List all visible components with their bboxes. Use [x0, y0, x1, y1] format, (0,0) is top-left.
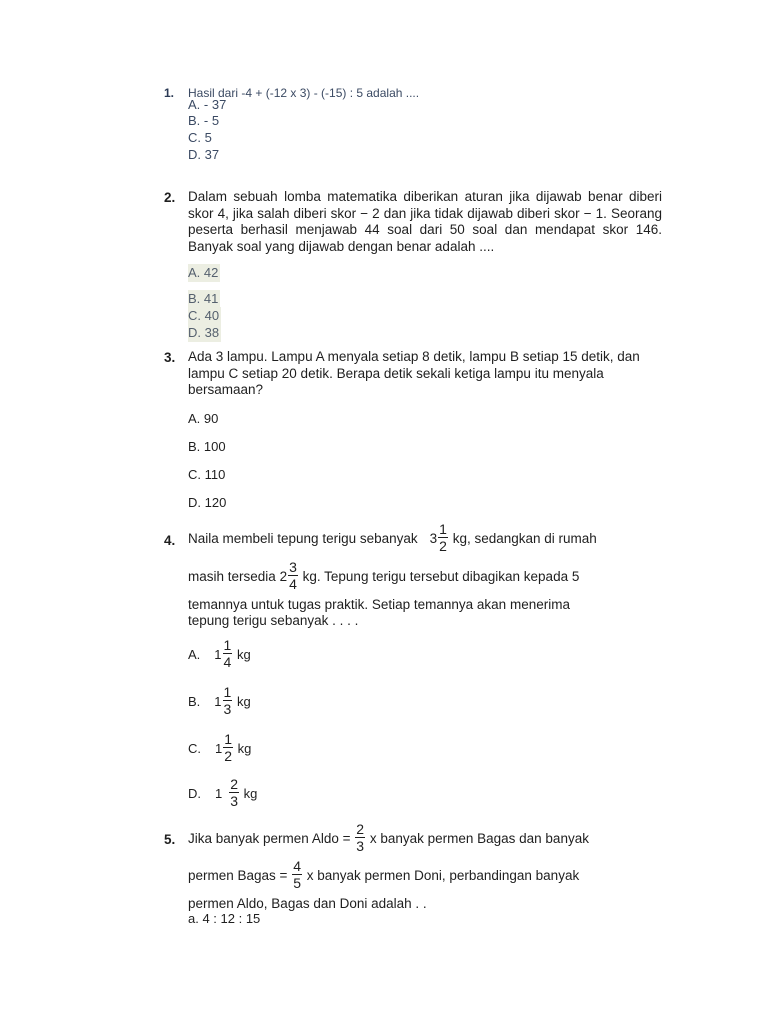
- option-d: D. 38: [188, 325, 220, 340]
- option-c: C. 40: [188, 308, 220, 323]
- question-line-1: [188, 822, 589, 856]
- fraction: [292, 859, 302, 890]
- question-text: Ada 3 lampu. Lampu A menyala setiap 8 detik, lampu B setiap 15 detik, dan lampu C setiap 20 detik. Berapa detik sekali ketiga lampu itu menyala bersamaan?: [188, 349, 640, 397]
- fraction: [438, 522, 448, 553]
- option-a: A. 90: [188, 411, 219, 426]
- unit: kg: [236, 647, 251, 662]
- fraction: [229, 777, 239, 808]
- option-b: B. 41: [188, 291, 219, 306]
- option-label: A.: [188, 647, 201, 662]
- question-number: 5.: [164, 832, 176, 847]
- unit: kg: [243, 786, 258, 801]
- mixed-number-whole: 1: [215, 741, 223, 756]
- fraction: [288, 560, 298, 591]
- denominator: 3: [230, 793, 239, 810]
- denominator: 3: [356, 837, 365, 854]
- option-c: [188, 732, 251, 766]
- numerator: 4: [293, 857, 301, 874]
- unit: kg: [237, 741, 252, 756]
- question-line-2: [188, 560, 579, 594]
- numerator: 1: [223, 637, 232, 654]
- option-a: a. 4 : 12 : 15: [188, 911, 261, 926]
- numerator: 1: [439, 520, 447, 537]
- text: kg, sedangkan di rumah: [452, 531, 597, 546]
- option-c: C. 5: [188, 130, 212, 145]
- numerator: 2: [230, 776, 239, 793]
- fraction: [223, 732, 233, 763]
- question-line-3: temannya untuk tugas praktik. Setiap temannya akan menerima: [188, 597, 570, 612]
- numerator: 1: [223, 684, 232, 701]
- text: x banyak permen Doni, perbandingan banyak: [306, 868, 580, 883]
- option-d: D. 120: [188, 495, 227, 510]
- question-number: 3.: [164, 350, 176, 365]
- question-text: Dalam sebuah lomba matematika diberikan aturan jika dijawab benar diberi skor 4, jika salah diberi skor − 2 dan jika tidak dijawab diberi skor − 1. Seorang peserta berhasil menjawab 44 soal dari 50 soal dan mendapat skor 146. Banyak soal yang dijawab dengan benar adalah ....: [188, 189, 662, 254]
- fraction: [223, 685, 233, 716]
- question-line-1: [188, 522, 597, 556]
- option-d: [188, 777, 257, 811]
- numerator: 3: [289, 558, 297, 575]
- text: x banyak permen Bagas dan banyak: [369, 831, 589, 846]
- option-c: C. 110: [188, 467, 226, 482]
- question-number: 1.: [164, 86, 175, 100]
- text: masih tersedia: [188, 569, 276, 584]
- mixed-number-whole: 2: [279, 569, 288, 584]
- question-text: Hasil dari -4 + (-12 x 3) - (-15) : 5 adalah ....: [188, 86, 420, 100]
- denominator: 3: [223, 701, 232, 718]
- option-b: B. 100: [188, 439, 226, 454]
- question-line-4: tepung terigu sebanyak . . . .: [188, 613, 359, 628]
- text: Naila membeli tepung terigu sebanyak: [188, 531, 418, 546]
- option-d: D. 37: [188, 147, 220, 162]
- mixed-number-whole: 1: [215, 786, 223, 801]
- fraction: [223, 638, 233, 669]
- mixed-number-whole: 1: [214, 647, 222, 662]
- denominator: 2: [439, 537, 447, 554]
- denominator: 4: [289, 575, 297, 592]
- fraction: [355, 822, 365, 853]
- option-a: A. 42: [188, 265, 219, 280]
- option-label: D.: [188, 786, 201, 801]
- option-a: A. - 37: [188, 97, 227, 112]
- denominator: 5: [293, 874, 301, 891]
- option-label: B.: [188, 694, 201, 709]
- numerator: 2: [356, 820, 365, 837]
- option-b: [188, 685, 251, 719]
- text: kg. Tepung terigu tersebut dibagikan kepada 5: [302, 569, 580, 584]
- question-number: 4.: [164, 533, 176, 548]
- question-line-2: [188, 859, 579, 893]
- denominator: 2: [224, 748, 233, 765]
- question-line-3: permen Aldo, Bagas dan Doni adalah . .: [188, 896, 427, 911]
- mixed-number-whole: 1: [214, 694, 222, 709]
- text: Jika banyak permen Aldo =: [188, 831, 351, 846]
- option-b: B. - 5: [188, 113, 220, 128]
- unit: kg: [236, 694, 251, 709]
- numerator: 1: [224, 731, 233, 748]
- denominator: 4: [223, 654, 232, 671]
- question-number: 2.: [164, 190, 176, 205]
- option-a: [188, 638, 251, 672]
- text: permen Bagas =: [188, 868, 288, 883]
- mixed-number-whole: 3: [429, 531, 438, 546]
- option-label: C.: [188, 741, 201, 756]
